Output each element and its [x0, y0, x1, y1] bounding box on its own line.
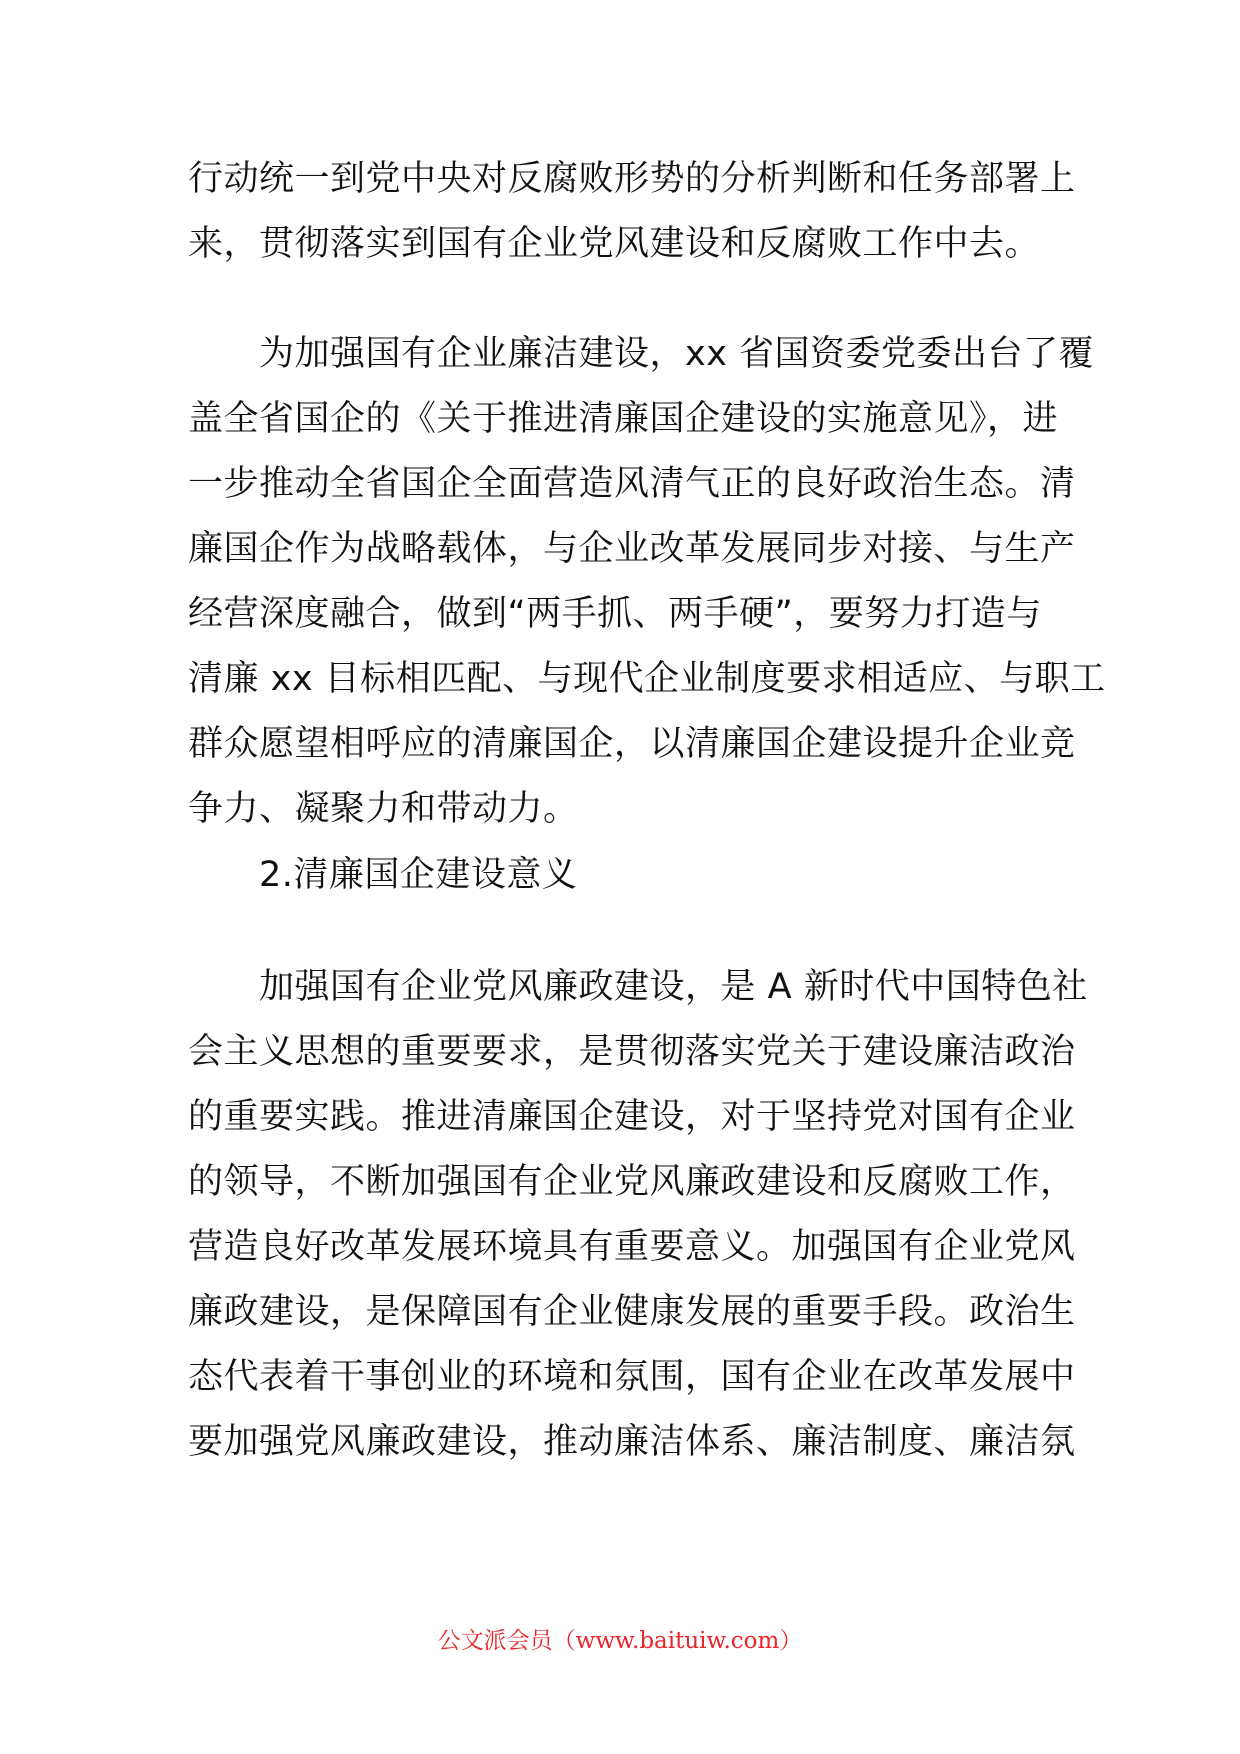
text-line: 经营深度融合，做到“两手抓、两手硬”，要努力打造与	[188, 594, 1042, 634]
text-line: 的重要实践。推进清廉国企建设，对于坚持党对国有企业	[188, 1097, 1076, 1137]
text-line: 廉政建设，是保障国有企业健康发展的重要手段。政治生	[188, 1292, 1076, 1332]
text-line: 态代表着干事创业的环境和氛围，国有企业在改革发展中	[188, 1357, 1076, 1397]
text-line: 争力、凝聚力和带动力。	[188, 789, 579, 829]
text-line: 营造良好改革发展环境具有重要意义。加强国有企业党风	[188, 1227, 1076, 1267]
heading-text: 2.清廉国企建设意义	[188, 855, 578, 895]
paragraph-1	[188, 147, 1076, 277]
paragraph-3	[188, 955, 1088, 1475]
text-line: 为加强国有企业廉洁建设，xx 省国资委党委出台了覆	[188, 334, 1095, 374]
text-line: 加强国有企业党风廉政建设，是 A 新时代中国特色社	[188, 967, 1088, 1007]
section-heading	[188, 843, 1058, 908]
text-line: 要加强党风廉政建设，推动廉洁体系、廉洁制度、廉洁氛	[188, 1422, 1076, 1462]
paragraph-2	[188, 322, 1106, 842]
text-line: 廉国企作为战略载体，与企业改革发展同步对接、与生产	[188, 529, 1076, 569]
text-line: 一步推动全省国企全面营造风清气正的良好政治生态。清	[188, 464, 1076, 504]
text-line: 盖全省国企的《关于推进清廉国企建设的实施意见》，进	[188, 399, 1059, 439]
text-line: 群众愿望相呼应的清廉国企，以清廉国企建设提升企业竞	[188, 724, 1076, 764]
text-line: 清廉 xx 目标相匹配、与现代企业制度要求相适应、与职工	[188, 659, 1106, 699]
text-line: 会主义思想的重要要求，是贯彻落实党关于建设廉洁政治	[188, 1032, 1076, 1072]
text-line: 行动统一到党中央对反腐败形势的分析判断和任务部署上	[188, 159, 1076, 199]
text-line: 的领导，不断加强国有企业党风廉政建设和反腐败工作，	[188, 1162, 1076, 1202]
text-line: 来，贯彻落实到国有企业党风建设和反腐败工作中去。	[188, 224, 1041, 264]
footer-watermark: 公文派会员（www.baituiw.com）	[437, 1628, 803, 1654]
